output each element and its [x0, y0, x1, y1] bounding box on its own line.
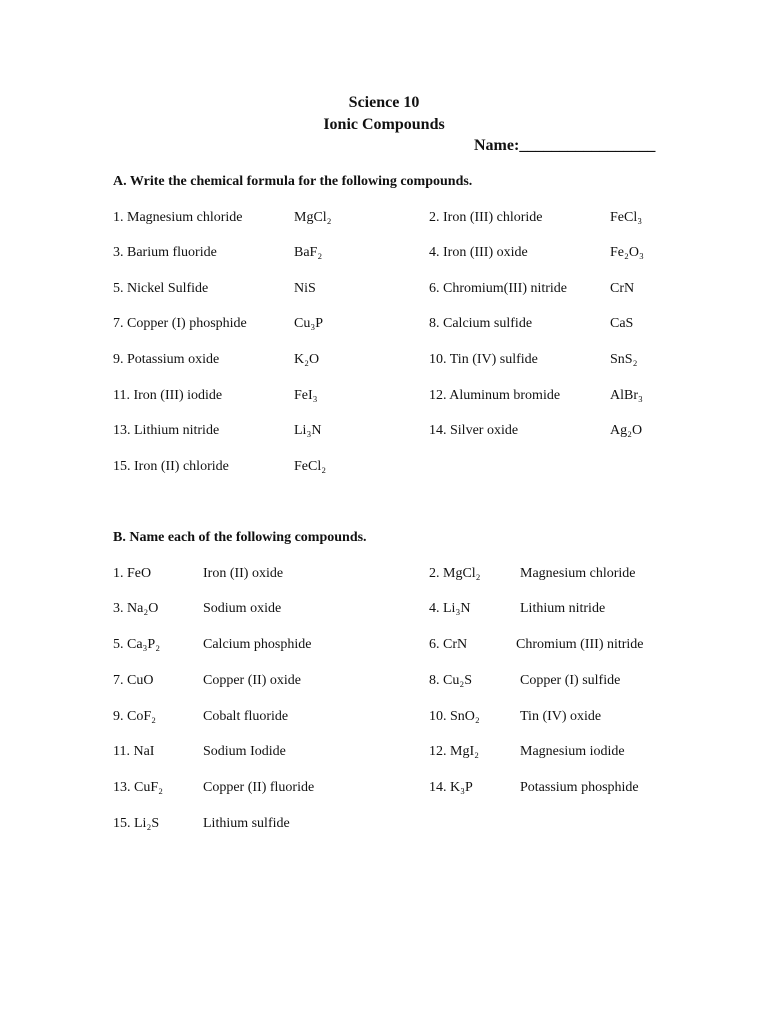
b-item-15-answer: Lithium sulfide [203, 816, 290, 831]
b-item-8-answer: Copper (I) sulfide [520, 673, 621, 688]
b-item-6-answer: Chromium (III) nitride [516, 637, 644, 652]
a-item-2-name: 2. Iron (III) chloride [429, 210, 543, 225]
b-item-15-formula: 15. Li₂S [113, 816, 160, 831]
b-item-2-answer: Magnesium chloride [520, 566, 636, 581]
b-item-4-formula: 4. Li₃N [429, 601, 471, 616]
a-item-9-name: 9. Potassium oxide [113, 352, 220, 367]
b-item-12-answer: Magnesium iodide [520, 744, 625, 759]
b-item-5-formula: 5. Ca₃P₂ [113, 637, 161, 652]
b-item-10-formula: 10. SnO₂ [429, 709, 480, 724]
b-item-2-formula: 2. MgCl₂ [429, 566, 481, 581]
b-item-6-formula: 6. CrN [429, 637, 468, 652]
a-item-3-name: 3. Barium fluoride [113, 245, 217, 260]
a-item-10-name: 10. Tin (IV) sulfide [429, 352, 538, 367]
a-item-2-answer: FeCl₃ [610, 210, 643, 225]
b-item-3-answer: Sodium oxide [203, 601, 282, 616]
a-item-4-name: 4. Iron (III) oxide [429, 245, 528, 260]
b-item-1-formula: 1. FeO [113, 566, 152, 581]
worksheet-title: Ionic Compounds [323, 116, 445, 133]
section-b-heading: B. Name each of the following compounds. [113, 530, 367, 545]
a-item-8-name: 8. Calcium sulfide [429, 316, 533, 331]
a-item-5-name: 5. Nickel Sulfide [113, 281, 209, 296]
b-item-4-answer: Lithium nitride [520, 601, 606, 616]
a-item-15-answer: FeCl₂ [294, 459, 327, 474]
a-item-3-answer: BaF₂ [294, 245, 323, 260]
b-item-5-answer: Calcium phosphide [203, 637, 312, 652]
a-item-7-name: 7. Copper (I) phosphide [113, 316, 247, 331]
b-item-7-formula: 7. CuO [113, 673, 154, 688]
b-item-8-formula: 8. Cu₂S [429, 673, 473, 688]
a-item-10-answer: SnS₂ [610, 352, 638, 367]
b-item-10-answer: Tin (IV) oxide [520, 709, 602, 724]
a-item-7-answer: Cu₃P [294, 316, 324, 331]
a-item-15-name: 15. Iron (II) chloride [113, 459, 229, 474]
a-item-12-answer: AlBr₃ [610, 388, 643, 403]
a-item-14-name: 14. Silver oxide [429, 423, 519, 438]
a-item-11-answer: FeI₃ [294, 388, 318, 403]
b-item-14-answer: Potassium phosphide [520, 780, 639, 795]
b-item-12-formula: 12. MgI₂ [429, 744, 479, 759]
b-item-13-answer: Copper (II) fluoride [203, 780, 315, 795]
a-item-1-name: 1. Magnesium chloride [113, 210, 243, 225]
b-item-7-answer: Copper (II) oxide [203, 673, 301, 688]
a-item-11-name: 11. Iron (III) iodide [113, 388, 223, 403]
a-item-4-answer: Fe₂O₃ [610, 245, 644, 260]
b-item-11-answer: Sodium Iodide [203, 744, 286, 759]
b-item-3-formula: 3. Na₂O [113, 601, 159, 616]
b-item-13-formula: 13. CuF₂ [113, 780, 164, 795]
a-item-8-answer: CaS [610, 316, 634, 331]
a-item-13-name: 13. Lithium nitride [113, 423, 220, 438]
b-item-11-formula: 11. NaI [113, 744, 155, 759]
a-item-13-answer: Li₃N [294, 423, 322, 438]
a-item-12-name: 12. Aluminum bromide [429, 388, 561, 403]
b-item-9-formula: 9. CoF₂ [113, 709, 157, 724]
a-item-6-name: 6. Chromium(III) nitride [429, 281, 568, 296]
a-item-1-answer: MgCl₂ [294, 210, 332, 225]
b-item-1-answer: Iron (II) oxide [203, 566, 284, 581]
a-item-14-answer: Ag₂O [610, 423, 643, 438]
section-a-heading: A. Write the chemical formula for the following compounds. [113, 174, 473, 189]
a-item-5-answer: NiS [294, 281, 316, 296]
a-item-6-answer: CrN [610, 281, 635, 296]
b-item-9-answer: Cobalt fluoride [203, 709, 289, 724]
student-name-field: Name:_________________ [474, 137, 656, 154]
a-item-9-answer: K₂O [294, 352, 320, 367]
b-item-14-formula: 14. K₃P [429, 780, 473, 795]
course-title: Science 10 [348, 94, 420, 111]
